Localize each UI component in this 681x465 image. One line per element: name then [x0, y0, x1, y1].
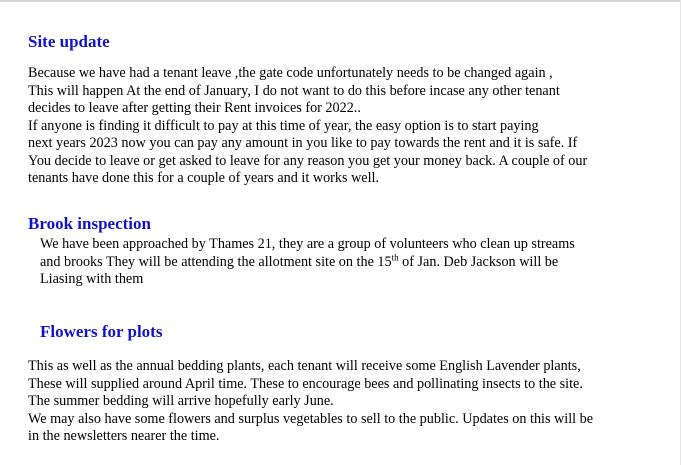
ordinal-suffix: th: [391, 251, 399, 262]
site-update-line: Because we have had a tenant leave ,the gate code unfortunately needs to be changed again ,: [28, 65, 553, 81]
site-update-line: If anyone is finding it difficult to pay at this time of year, the easy option is to start paying: [28, 117, 539, 134]
page-top-border: [0, 0, 681, 2]
flowers-line: The summer bedding will arrive hopefully early June.: [28, 393, 334, 409]
brook-inspection-line: We have been approached by Thames 21, they are a group of volunteers who clean up streams: [40, 236, 575, 252]
site-update-line: decides to leave after getting their Rent invoices for 2022..: [28, 100, 361, 116]
site-update-paragraph: [28, 65, 587, 188]
brook-line-text-after: of Jan. Deb Jackson will be: [398, 253, 559, 270]
brook-inspection-paragraph: [40, 236, 575, 289]
site-update-line: You decide to leave or get asked to leave for any reason you get your money back. A couple of our: [28, 152, 588, 169]
flowers-for-plots-heading: Flowers for plots: [40, 322, 163, 341]
brook-inspection-line: [40, 251, 575, 272]
flowers-line: These will supplied around April time. These to encourage bees and pollinating insects to the site.: [28, 375, 583, 392]
site-update-line: This will happen At the end of January, I do not want to do this before incase any other tenant: [28, 82, 560, 99]
brook-inspection-line: Liasing with them: [40, 271, 144, 287]
site-update-heading: Site update: [28, 32, 110, 51]
flowers-line: in the newsletters nearer the time.: [28, 428, 220, 444]
site-update-line: tenants have done this for a couple of years and it works well.: [28, 170, 380, 186]
brook-line-text-before: and brooks They will be attending the allotment site on the 15: [40, 253, 392, 270]
brook-inspection-heading: Brook inspection: [28, 214, 151, 233]
flowers-for-plots-paragraph: [28, 358, 593, 446]
site-update-line: next years 2023 now you can pay any amount in you like to pay towards the rent and it is safe. If: [28, 135, 578, 151]
flowers-line: We may also have some flowers and surplus vegetables to sell to the public. Updates on this will be: [28, 410, 594, 427]
flowers-line: This as well as the annual bedding plants, each tenant will receive some English Lavender plants,: [28, 358, 581, 374]
